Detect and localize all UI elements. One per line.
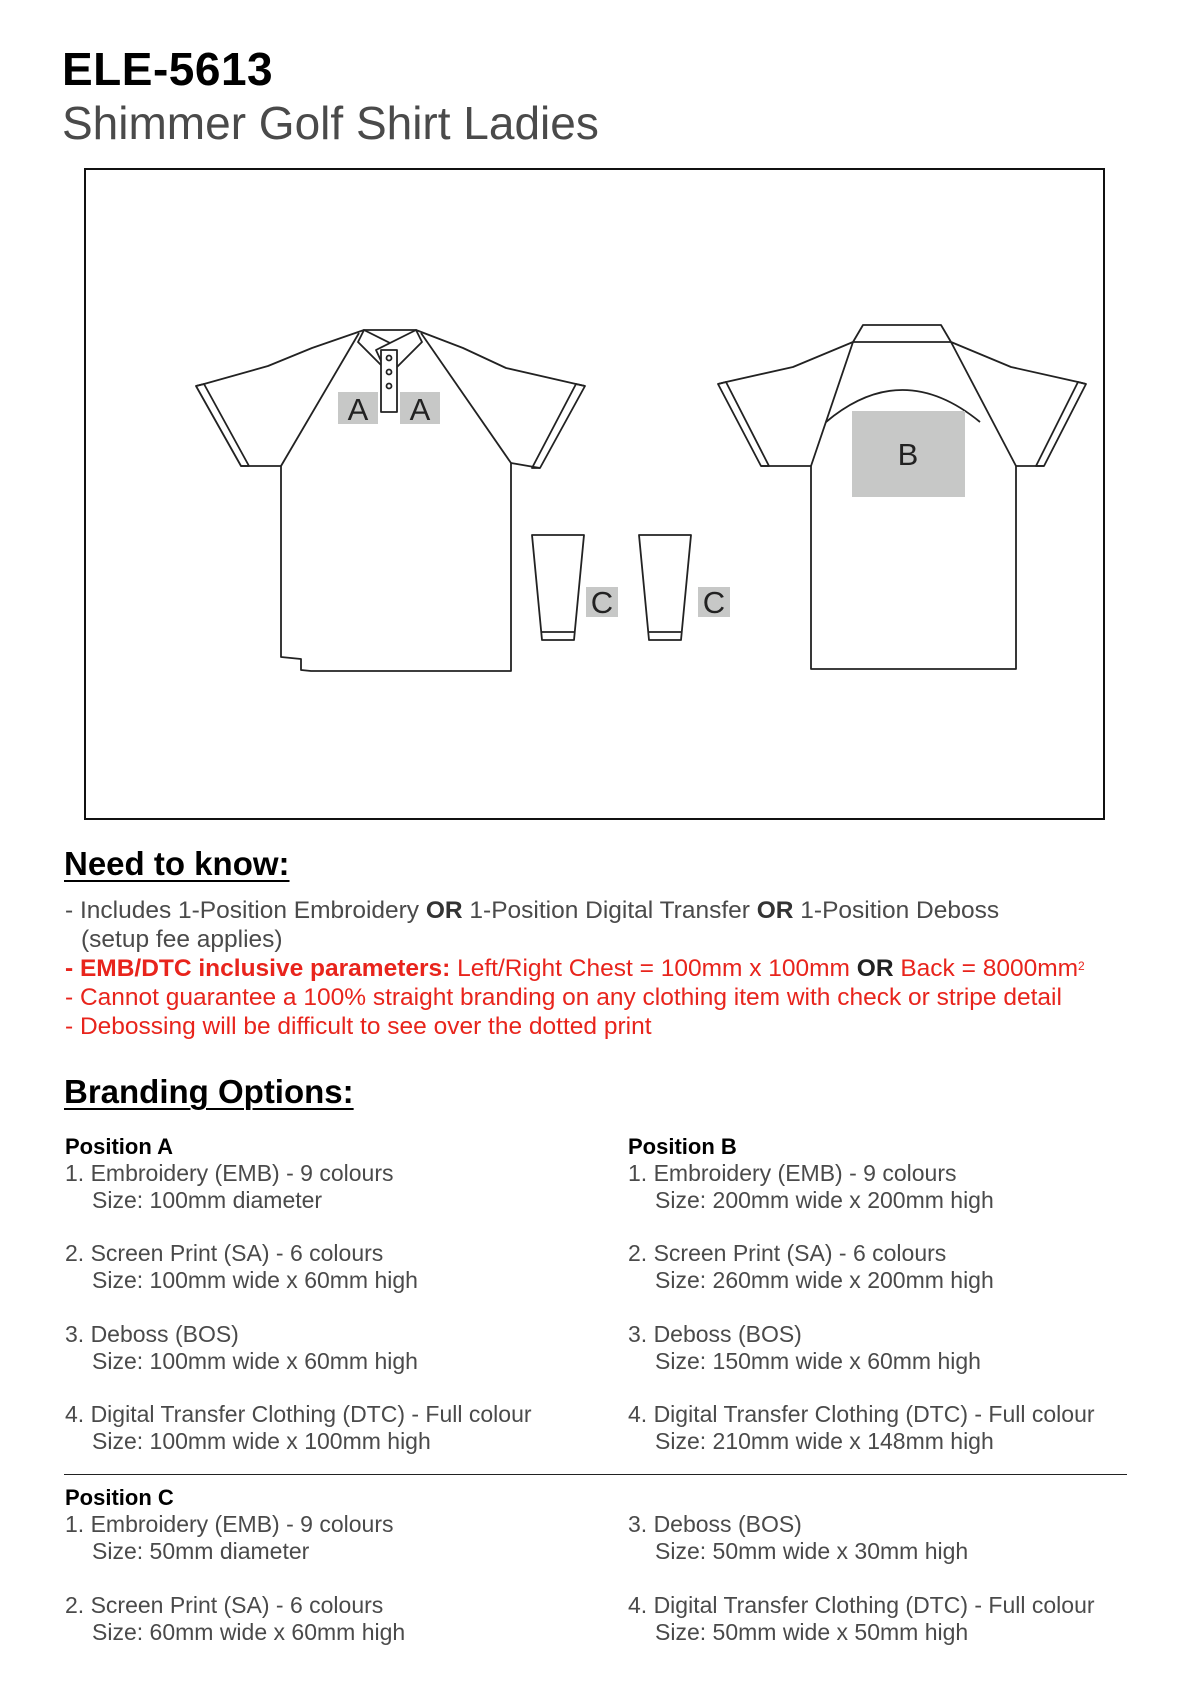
position-b-option: 1. Embroidery (EMB) - 9 colours Size: 200mm wide x 200mm high [628,1160,994,1213]
label-b: B [897,437,919,472]
sleeve-left [532,535,584,640]
label-c-left: C [590,585,614,620]
need-to-know-notes [65,896,1165,1041]
note-inclusions: - Includes 1-Position Embroidery OR 1-Position Digital Transfer OR 1-Position Deboss [65,897,1000,924]
sleeve-right [639,535,691,640]
position-c-option: 1. Embroidery (EMB) - 9 colours Size: 50mm diameter [65,1511,394,1564]
need-to-know-heading: Need to know: [64,845,290,882]
branding-options-heading: Branding Options: [64,1073,354,1110]
garment-drawing [86,170,1107,822]
product-name: Shimmer Golf Shirt Ladies [62,97,599,149]
section-divider [64,1474,1127,1475]
position-b-option: 4. Digital Transfer Clothing (DTC) - Full colour Size: 210mm wide x 148mm high [628,1401,1095,1454]
position-a-option: 3. Deboss (BOS) Size: 100mm wide x 60mm high [65,1321,418,1374]
product-code: ELE-5613 [62,43,274,95]
label-a-left: A [347,392,369,427]
position-a-title: Position A [65,1134,173,1159]
position-c-option: 3. Deboss (BOS) Size: 50mm wide x 30mm high [628,1511,969,1564]
label-c-right: C [702,585,726,620]
position-c-title: Position C [65,1485,174,1510]
position-b-title: Position B [628,1134,737,1159]
note-debossing: - Debossing will be difficult to see over the dotted print [65,1013,652,1040]
label-a-right: A [409,392,431,427]
position-a-option: 2. Screen Print (SA) - 6 colours Size: 100mm wide x 60mm high [65,1240,418,1293]
position-b-option: 2. Screen Print (SA) - 6 colours Size: 260mm wide x 200mm high [628,1240,994,1293]
garment-diagram [84,168,1105,820]
position-b-option: 3. Deboss (BOS) Size: 150mm wide x 60mm high [628,1321,981,1374]
note-straight-branding: - Cannot guarantee a 100% straight branding on any clothing item with check or stripe detail [65,984,1062,1011]
position-a-option: 1. Embroidery (EMB) - 9 colours Size: 100mm diameter [65,1160,394,1213]
position-c-option: 2. Screen Print (SA) - 6 colours Size: 60mm wide x 60mm high [65,1592,406,1645]
note-setup-fee: (setup fee applies) [81,926,283,953]
note-parameters: - EMB/DTC inclusive parameters: Left/Right Chest = 100mm x 100mm OR Back = $8000mm^2$ [65,955,1085,982]
position-c-option: 4. Digital Transfer Clothing (DTC) - Full colour Size: 50mm wide x 50mm high [628,1592,1095,1645]
position-a-option: 4. Digital Transfer Clothing (DTC) - Full colour Size: 100mm wide x 100mm high [65,1401,532,1454]
